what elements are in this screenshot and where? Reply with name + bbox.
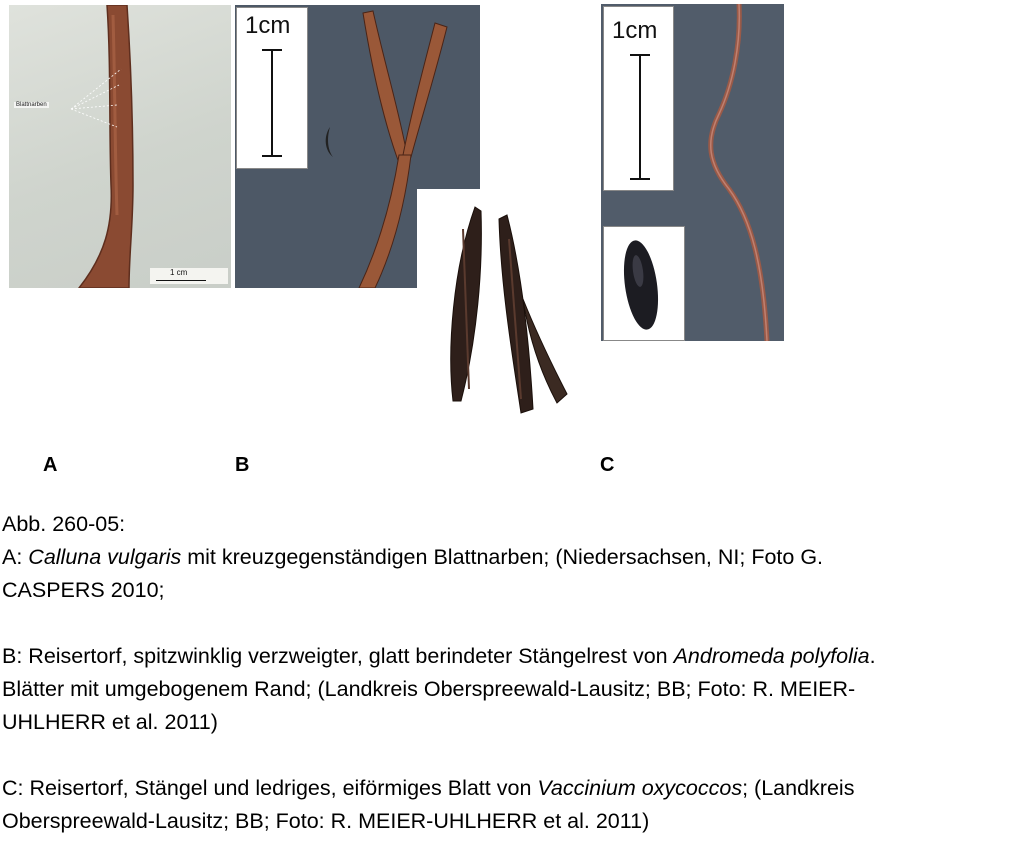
scale-box-b (236, 7, 308, 169)
calluna-stem-drawing (9, 5, 231, 288)
caption-c-species: Vaccinium oxycoccos (537, 776, 743, 800)
caption-b-species: Andromeda polyfolia (673, 644, 870, 668)
caption-c-text: C: Reisertorf, Stängel und ledriges, eiförmiges Blatt von (2, 776, 538, 800)
scale-label-a: 1 cm (170, 268, 188, 277)
panel-letter-b: B (235, 454, 250, 476)
caption-a-prefix: A: (2, 545, 29, 569)
caption-b-line3: UHLHERR et al. 2011) (2, 710, 218, 734)
photo-a-calluna-stem (9, 5, 231, 288)
caption-b-text: B: Reisertorf, spitzwinklig verzweigter, glatt berindeter Stängelrest von (2, 644, 674, 668)
andromeda-leaves-drawing (417, 189, 590, 422)
caption-a-line1 (2, 541, 1032, 574)
caption-b-line1 (2, 640, 1032, 673)
scale-label-c: 1cm (612, 17, 658, 44)
caption-c-line1 (2, 772, 1032, 805)
vaccinium-leaf-drawing (604, 227, 684, 340)
scale-box-a (150, 268, 228, 284)
figure-caption (2, 508, 1032, 838)
photo-b-leaves (417, 189, 590, 422)
caption-c-end: ; (Landkreis (742, 776, 855, 800)
caption-b-line2: Blätter mit umgebogenem Rand; (Landkreis Oberspreewald-Lausitz; BB; Foto: R. MEIER- (2, 677, 856, 701)
photo-c-leaf (603, 226, 685, 341)
blattnarben-label: Blattnarben (16, 102, 47, 108)
caption-a-species: Calluna vulgaris (28, 545, 182, 569)
scale-box-c (603, 6, 674, 191)
scale-bar-a (156, 280, 206, 281)
caption-c-line2: Oberspreewald-Lausitz; BB; Foto: R. MEIER-UHLHERR et al. 2011) (2, 809, 650, 833)
caption-a-text: mit kreuzgegenständigen Blattnarben; (Niedersachsen, NI; Foto G. (181, 545, 824, 569)
caption-heading: Abb. 260-05: (2, 512, 126, 536)
panel-letter-c: C (600, 454, 615, 476)
panel-letter-a: A (43, 454, 58, 476)
scale-label-b: 1cm (245, 12, 291, 39)
caption-b-end: . (869, 644, 876, 668)
caption-a-line2: CASPERS 2010; (2, 578, 165, 602)
